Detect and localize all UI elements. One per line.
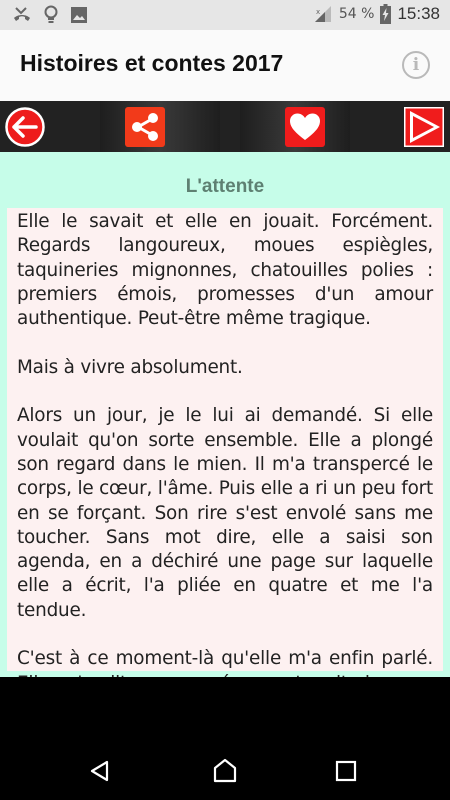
play-icon [404, 107, 444, 147]
back-button[interactable] [5, 107, 45, 147]
battery-percentage: 54 % [338, 6, 375, 22]
story-paragraph: Alors un jour, je le lui ai demandé. Si elle voulait qu'on sorte ensemble. Elle a plongé son regard dans le mien. Il m'a transpercé le corps, le cœur, l'âme. Puis elle a ri un peu fort en se forçant. Son rire s'est envolé sans me toucher. Sans mot dire, elle a saisi son agenda, en a déchiré une page sur laquelle elle a écrit, l'a pliée en quatre et me l'a tendue. [17, 405, 433, 621]
play-button[interactable] [404, 107, 444, 147]
signal-icon [313, 5, 333, 23]
navigation-bar [0, 677, 450, 800]
favorite-button[interactable] [285, 107, 325, 147]
back-arrow-icon [5, 107, 45, 147]
story-text-panel[interactable] [7, 208, 443, 671]
nav-home-button[interactable] [212, 758, 238, 784]
heart-icon [285, 107, 325, 147]
svg-text:x: x [315, 8, 321, 16]
story-title: L'attente [185, 176, 265, 197]
app-bar [0, 30, 450, 101]
nav-recents-button[interactable] [335, 760, 357, 782]
story-paragraph: Elle le savait et elle en jouait. Forcément. Regards langoureux, moues espiègles, taquineries mignonnes, chatouilles polies : premiers émois, promesses d'un amour authentique. Peut-être même tragique. [17, 211, 433, 330]
story-content [0, 152, 450, 677]
info-icon: i [412, 55, 420, 75]
story-paragraph: Mais à vivre absolument. [17, 356, 243, 378]
nav-back-button[interactable] [88, 759, 112, 783]
share-icon [125, 107, 165, 147]
clock: 15:38 [397, 4, 440, 23]
status-system [313, 4, 440, 24]
battery-charging-icon [380, 4, 391, 24]
status-bar [0, 0, 450, 30]
missed-call-icon [12, 6, 32, 24]
story-paragraph: C'est à ce moment-là qu'elle m'a enfin parlé. [17, 648, 433, 670]
share-button[interactable] [125, 107, 165, 147]
image-icon [70, 6, 88, 24]
status-notifications [12, 5, 88, 25]
info-button[interactable] [402, 51, 430, 79]
lightbulb-icon [44, 5, 58, 25]
app-title: Histoires et contes 2017 [20, 50, 284, 76]
action-toolbar [0, 101, 450, 152]
